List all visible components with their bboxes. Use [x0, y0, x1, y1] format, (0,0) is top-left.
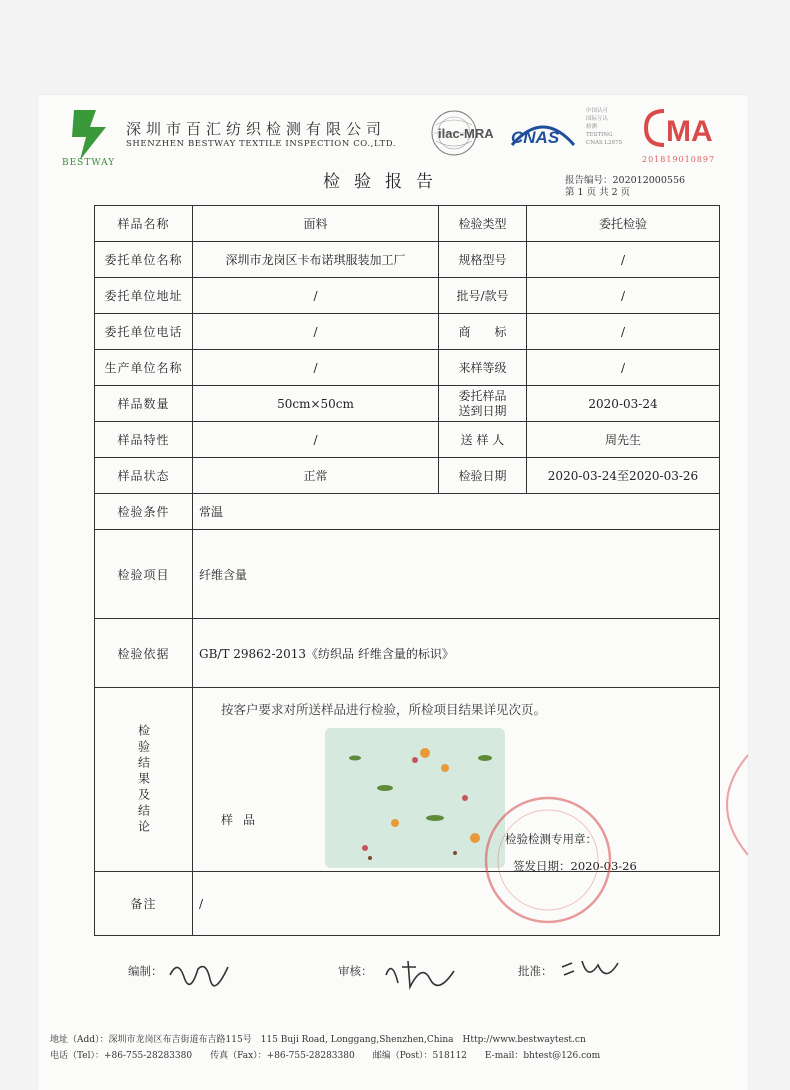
report-number: [565, 175, 685, 199]
remark-label: 备注: [95, 872, 193, 936]
item-label: 检验项目: [95, 530, 193, 619]
field-value: /: [193, 278, 439, 314]
field-label: 样品数量: [95, 386, 193, 422]
ilac-mra-logo-icon: [430, 105, 502, 161]
field-label: 样品名称: [95, 206, 193, 242]
footer-address: 地址（Add）：深圳市龙岗区布吉街道布吉路115号 115 Buji Road, Longgang,Shenzhen,China Http://www.bestwaytest.cn: [50, 1035, 586, 1045]
footer-contact: 电话（Tel）：+86-755-28283380 传真（Fax）：+86-755-28283380 邮编（Post）：518112 E-mail：bhtest@126.com: [50, 1051, 601, 1061]
field-value: /: [193, 350, 439, 386]
field-value: 周先生: [527, 422, 720, 458]
report-title: 检验报告: [323, 172, 447, 192]
cnas-accreditation-text: 中国认可 国际互认 检测 TESTING CNAS L2675: [586, 108, 623, 146]
table-row: [95, 242, 720, 278]
field-label: 规格型号: [439, 242, 527, 278]
compiler-signature-icon: [166, 955, 236, 987]
field-label: 来样等级: [439, 350, 527, 386]
field-value: /: [527, 278, 720, 314]
report-page: [38, 95, 748, 1090]
page-info: 第 1 页 共 2 页: [565, 187, 631, 198]
field-value: /: [193, 422, 439, 458]
result-intro: 按客户要求对所送样品进行检验，所检项目结果详见次页。: [221, 702, 547, 717]
seal-label: 检验检测专用章：: [505, 832, 597, 846]
field-label: 委托单位地址: [95, 278, 193, 314]
field-label: 样品状态: [95, 458, 193, 494]
approved-by-label: 批准：: [518, 964, 553, 978]
field-value: 面料: [193, 206, 439, 242]
field-value: 深圳市龙岗区卡布诺琪服装加工厂: [193, 242, 439, 278]
field-label: 批号/款号: [439, 278, 527, 314]
item-value: 纤维含量: [193, 530, 720, 619]
field-value: 50cm×50cm: [193, 386, 439, 422]
basis-value: GB/T 29862-2013《纺织品 纤维含量的标识》: [193, 619, 720, 688]
issue-date: 签发日期：2020-03-26: [513, 859, 637, 873]
field-label: 委托单位电话: [95, 314, 193, 350]
field-label: 委托单位名称: [95, 242, 193, 278]
report-form-table: [94, 205, 720, 936]
field-value: /: [527, 350, 720, 386]
table-row: [95, 386, 720, 422]
table-row: [95, 494, 720, 530]
company-name-en: SHENZHEN BESTWAY TEXTILE INSPECTION CO.,LTD.: [126, 139, 397, 149]
official-seal-icon: [478, 785, 618, 935]
result-cell: [193, 688, 720, 872]
bestway-logo-icon: [66, 105, 116, 165]
table-row: [95, 314, 720, 350]
field-label: 送 样 人: [439, 422, 527, 458]
field-label: 生产单位名称: [95, 350, 193, 386]
table-row: [95, 278, 720, 314]
condition-label: 检验条件: [95, 494, 193, 530]
result-area: [193, 688, 719, 871]
condition-value: 常温: [193, 494, 720, 530]
table-row: [95, 422, 720, 458]
basis-label: 检验依据: [95, 619, 193, 688]
field-value: 2020-03-24至2020-03-26: [527, 458, 720, 494]
svg-text:ilac-MRA: ilac-MRA: [438, 126, 494, 141]
table-row: [95, 350, 720, 386]
field-label: 商 标: [439, 314, 527, 350]
table-row: [95, 619, 720, 688]
logo-brand-text: BESTWAY: [62, 158, 116, 168]
reviewed-by-label: 审核：: [338, 964, 373, 978]
field-value: 2020-03-24: [527, 386, 720, 422]
field-label: 样品特性: [95, 422, 193, 458]
report-number-text: 报告编号：202012000556: [565, 175, 686, 186]
approver-signature-icon: [558, 955, 628, 987]
field-value: 正常: [193, 458, 439, 494]
field-value: /: [193, 314, 439, 350]
table-row: [95, 872, 720, 936]
table-row: [95, 458, 720, 494]
field-value: /: [527, 242, 720, 278]
table-row: [95, 688, 720, 872]
form-info-rows: [95, 206, 720, 936]
field-label: 检验类型: [439, 206, 527, 242]
company-name-cn: 深圳市百汇纺织检测有限公司: [126, 120, 387, 138]
result-label: 检验结果及结论: [136, 723, 151, 836]
field-label: 委托样品 送到日期: [439, 386, 527, 422]
cnas-logo-icon: [508, 115, 578, 155]
field-value: /: [527, 314, 720, 350]
svg-text:CNAS: CNAS: [511, 128, 560, 147]
table-row: [95, 530, 720, 619]
table-row: [95, 206, 720, 242]
cma-logo-icon: [638, 105, 738, 151]
cma-number: 201819010897: [642, 155, 716, 164]
field-label: 检验日期: [439, 458, 527, 494]
field-value: 委托检验: [527, 206, 720, 242]
reviewer-signature-icon: [382, 957, 462, 993]
sample-label: 样品: [221, 813, 266, 827]
svg-text:MA: MA: [666, 115, 713, 148]
result-label-cell: [95, 688, 193, 872]
remark-value: /: [193, 872, 720, 936]
compiled-by-label: 编制：: [128, 964, 163, 978]
partial-seal-edge-icon: [706, 745, 748, 865]
